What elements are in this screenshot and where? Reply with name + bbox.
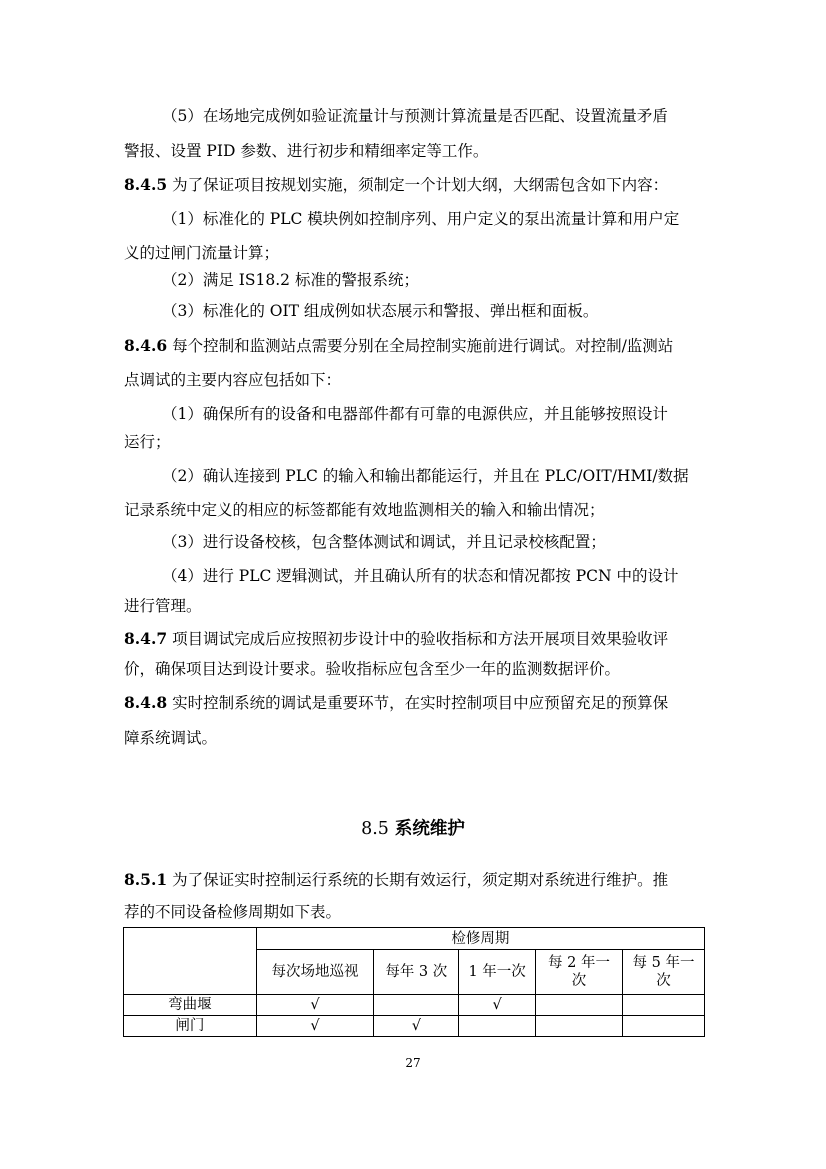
table-cell: √ bbox=[256, 1016, 374, 1037]
clause-number: 8.5.1 bbox=[124, 870, 168, 889]
table-cell: √ bbox=[459, 995, 536, 1016]
paragraph-line: 警报、设置 PID 参数、进行初步和精细率定等工作。 bbox=[124, 142, 489, 160]
paragraph-line: 运行； bbox=[124, 433, 171, 451]
paragraph-line: 点调试的主要内容应包括如下： bbox=[124, 371, 342, 389]
paragraph-line: （3）进行设备校核，包含整体测试和调试，并且记录校核配置； bbox=[162, 533, 606, 551]
column-header: 每年 3 次 bbox=[374, 950, 459, 995]
group-header-cell: 检修周期 bbox=[256, 928, 704, 950]
paragraph-line: 荐的不同设备检修周期如下表。 bbox=[124, 903, 342, 921]
clause-number: 8.4.6 bbox=[124, 336, 168, 355]
table-corner-cell bbox=[124, 928, 257, 995]
clause-text: 为了保证项目按规划实施，须制定一个计划大纲，大纲需包含如下内容： bbox=[167, 176, 669, 194]
row-label: 闸门 bbox=[124, 1016, 257, 1037]
clause-8-4-5 bbox=[124, 175, 704, 195]
table-cell: √ bbox=[374, 1016, 459, 1037]
clause-number: 8.4.5 bbox=[124, 175, 168, 194]
clause-text: 每个控制和监测站点需要分别在全局控制实施前进行调试。对控制/监测站 bbox=[167, 337, 674, 355]
table-row bbox=[124, 1016, 705, 1037]
paragraph-line: 记录系统中定义的相应的标签都能有效地监测相关的输入和输出情况； bbox=[124, 501, 605, 519]
clause-text: 为了保证实时控制运行系统的长期有效运行，须定期对系统进行维护。推 bbox=[167, 871, 669, 889]
table-row bbox=[124, 995, 705, 1016]
table-cell bbox=[536, 1016, 623, 1037]
paragraph-line: （4）进行 PLC 逻辑测试，并且确认所有的状态和情况都按 PCN 中的设计 bbox=[162, 567, 679, 585]
paragraph-line: （1）标准化的 PLC 模块例如控制序列、用户定义的泵出流量计算和用户定 bbox=[162, 210, 680, 228]
table-cell bbox=[536, 995, 623, 1016]
table-header-row bbox=[124, 928, 705, 950]
clause-8-4-6 bbox=[124, 336, 704, 356]
column-header: 每次场地巡视 bbox=[256, 950, 374, 995]
clause-8-4-8 bbox=[124, 693, 704, 713]
paragraph-line: （2）满足 IS18.2 标准的警报系统； bbox=[162, 271, 419, 289]
table-cell bbox=[623, 1016, 705, 1037]
table-cell bbox=[623, 995, 705, 1016]
table-cell bbox=[374, 995, 459, 1016]
paragraph-line: （3）标准化的 OIT 组成例如状态展示和警报、弹出框和面板。 bbox=[162, 302, 599, 320]
table-cell bbox=[459, 1016, 536, 1037]
clause-text: 实时控制系统的调试是重要环节，在实时控制项目中应预留充足的预算保 bbox=[167, 694, 669, 712]
paragraph-line: 价，确保项目达到设计要求。验收指标应包含至少一年的监测数据评价。 bbox=[124, 660, 621, 678]
maintenance-schedule-table bbox=[123, 927, 705, 1037]
page-number: 27 bbox=[405, 1056, 421, 1070]
row-label: 弯曲堰 bbox=[124, 995, 257, 1016]
column-header-text: 每 2 年一次 bbox=[548, 955, 610, 989]
column-header-text: 每 5 年一次 bbox=[632, 955, 695, 989]
clause-text: 项目调试完成后应按照初步设计中的验收指标和方法开展项目效果验收评 bbox=[167, 630, 669, 648]
clause-8-4-7 bbox=[124, 629, 704, 649]
column-header bbox=[536, 950, 623, 995]
clause-8-5-1 bbox=[124, 870, 704, 890]
paragraph-line: 进行管理。 bbox=[124, 597, 202, 615]
paragraph-line: 障系统调试。 bbox=[124, 729, 218, 747]
column-header bbox=[623, 950, 705, 995]
section-number: 8.5 bbox=[361, 819, 389, 839]
section-title: 系统维护 bbox=[394, 819, 465, 839]
paragraph-line: （2）确认连接到 PLC 的输入和输出都能运行，并且在 PLC/OIT/HMI/数据 bbox=[162, 467, 689, 485]
clause-number: 8.4.7 bbox=[124, 629, 168, 648]
table-cell: √ bbox=[256, 995, 374, 1016]
column-header: 1 年一次 bbox=[459, 950, 536, 995]
clause-number: 8.4.8 bbox=[124, 693, 168, 712]
paragraph-line: （1）确保所有的设备和电器部件都有可靠的电源供应，并且能够按照设计 bbox=[162, 405, 668, 423]
paragraph-line: 义的过闸门流量计算； bbox=[124, 244, 280, 262]
section-heading bbox=[0, 815, 826, 840]
paragraph-line: （5）在场地完成例如验证流量计与预测计算流量是否匹配、设置流量矛盾 bbox=[162, 107, 668, 125]
